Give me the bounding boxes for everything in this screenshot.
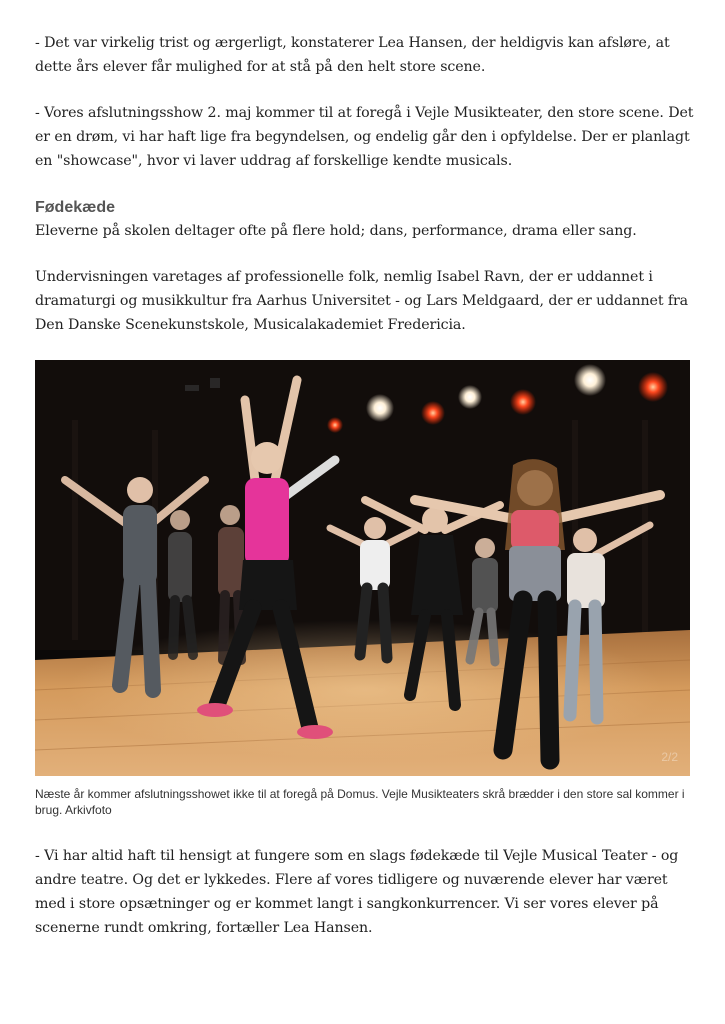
paragraph: Undervisningen varetages af professionelle folk, nemlig Isabel Ravn, der er uddannet i dramaturgi og musikkultur fra Aarhus Universitet - og Lars Meldgaard, der er uddannet fra Den Danske Scenekunstskole, Musicalakademiet Fredericia.: [35, 269, 689, 333]
photo-counter: 2/2: [661, 750, 678, 764]
article-photo[interactable]: [35, 360, 690, 776]
photo-caption: Næste år kommer afslutningsshowet ikke til at foregå på Domus. Vejle Musikteaters skrå brædder i den store sal kommer i brug. Arkivfoto: [35, 787, 685, 817]
stage-photo-illustration: [35, 360, 690, 776]
paragraph: - Vi har altid haft til hensigt at fungere som en slags fødekæde til Vejle Musical Teater - og andre teatre. Og det er lykkedes. Flere af vores tidligere og nuværende elever har været med i store opsætninger og er kommet langt i sangkonkurrencer. Vi ser vores elever på scenerne rundt omkring, fortæller Lea Hansen.: [35, 848, 679, 936]
paragraph: - Det var virkelig trist og ærgerligt, konstaterer Lea Hansen, der heldigvis kan afsløre, at dette års elever får mulighed for at stå på den helt store scene.: [35, 35, 670, 75]
subheading: Fødekæde: [35, 199, 116, 216]
paragraph: - Vores afslutningsshow 2. maj kommer til at foregå i Vejle Musikteater, den store scene. Det er en drøm, vi har haft lige fra begyndelsen, og endelig går den i opfyldelse. Der er planlagt en "showcase", hvor vi laver uddrag af forskellige kendte musicals.: [35, 105, 694, 169]
paragraph: Eleverne på skolen deltager ofte på flere hold; dans, performance, drama eller sang.: [35, 223, 637, 239]
article-body: [35, 31, 695, 337]
article-body-continued: [35, 844, 695, 940]
